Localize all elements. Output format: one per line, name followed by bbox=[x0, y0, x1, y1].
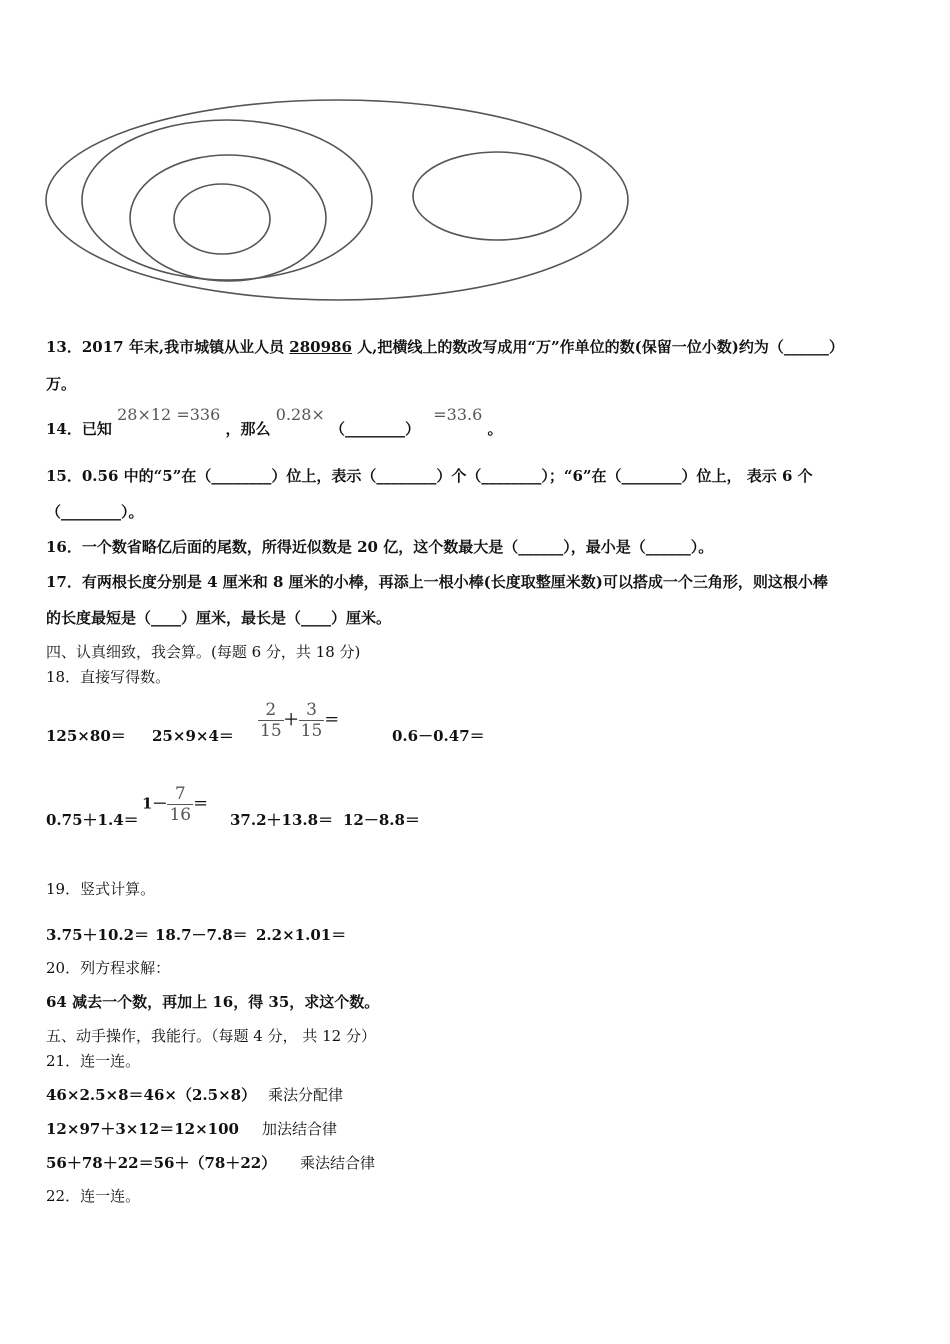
q18-item-a: 125×80＝ bbox=[46, 727, 126, 745]
q21-right-2: 加法结合律 bbox=[262, 1120, 338, 1138]
section5-title: 五、动手操作，我能行。（每题 4 分， 共 12 分） bbox=[46, 1027, 376, 1045]
q19-item-1: 3.75＋10.2＝ bbox=[46, 926, 150, 944]
q18-item-fraction-sum bbox=[258, 700, 339, 741]
q14-blank: （________） bbox=[330, 420, 421, 438]
q21-right-1: 乘法分配律 bbox=[268, 1086, 344, 1104]
q13-line1 bbox=[46, 337, 844, 357]
q20-text: 64 减去一个数，再加上 16，得 35，求这个数。 bbox=[46, 993, 380, 1011]
q14-prefix: 14．已知 bbox=[46, 420, 112, 438]
q18-item-b: 25×9×4＝ bbox=[152, 727, 234, 745]
q14-expr2: 0.28× bbox=[275, 405, 325, 424]
right-oval bbox=[413, 152, 581, 240]
q18-title: 18．直接写得数。 bbox=[46, 668, 171, 686]
q21-left-2: 12×97＋3×12＝12×100 bbox=[46, 1120, 239, 1138]
q14-mid: ，那么 bbox=[225, 420, 271, 438]
q14-expr1: 28×12 =336 bbox=[117, 405, 221, 424]
plus-sign: ＋ bbox=[283, 710, 299, 729]
q14-line bbox=[46, 405, 503, 439]
q20-title: 20．列方程求解： bbox=[46, 959, 171, 977]
q18-item-f bbox=[142, 784, 208, 825]
large-left-oval bbox=[82, 120, 372, 280]
fraction-2-15: $\frac{2}{15}$ bbox=[260, 700, 282, 741]
q19-item-2: 18.7－7.8＝ bbox=[155, 926, 248, 944]
one-minus: 1－ bbox=[142, 794, 168, 813]
q18-item-e: 0.75＋1.4＝ bbox=[46, 811, 139, 829]
q13-pre: 13．2017 年末,我市城镇从业人员 bbox=[46, 338, 290, 356]
equals-sign: ＝ bbox=[324, 710, 340, 729]
q19-item-3: 2.2×1.01＝ bbox=[256, 926, 347, 944]
fraction-7-16: $\frac{7}{16}$ bbox=[169, 784, 192, 825]
q19-title: 19．竖式计算。 bbox=[46, 880, 156, 898]
q18-item-d: 0.6－0.47＝ bbox=[392, 727, 485, 745]
q17-line1: 17．有两根长度分别是 4 厘米和 8 厘米的小棒，再添上一根小棒(长度取整厘米数)可以搭成一个三角形，则这根小棒 bbox=[46, 573, 828, 591]
nested-ovals-diagram bbox=[40, 95, 640, 310]
q15-line1: 15．0.56 中的“5”在（________）位上，表示（________）个（________）；“6”在（________）位上， 表示 6 个 bbox=[46, 467, 813, 485]
q13-underlined-number: 280986 bbox=[289, 338, 352, 356]
equals-sign-2: ＝ bbox=[193, 794, 209, 813]
q21-left-1: 46×2.5×8＝46×（2.5×8） bbox=[46, 1086, 257, 1104]
inner-left-oval bbox=[174, 184, 270, 254]
q13-post: 人,把横线上的数改写成用“万”作单位的数(保留一位小数)约为（______） bbox=[351, 338, 844, 356]
middle-left-oval bbox=[130, 155, 326, 281]
fraction-3-15: $\frac{3}{15}$ bbox=[300, 700, 323, 741]
q16-line: 16．一个数省略亿后面的尾数，所得近似数是 20 亿，这个数最大是（______），最小是（______）。 bbox=[46, 538, 714, 556]
q14-end: 。 bbox=[487, 420, 503, 438]
q22-title: 22．连一连。 bbox=[46, 1187, 141, 1205]
q21-right-3: 乘法结合律 bbox=[300, 1154, 376, 1172]
q17-line2: 的长度最短是（____）厘米，最长是（____）厘米。 bbox=[46, 609, 392, 627]
q15-line2: （________）。 bbox=[46, 503, 144, 521]
section4-title: 四、认真细致，我会算。(每题 6 分，共 18 分) bbox=[46, 643, 361, 661]
q18-item-h: 12－8.8＝ bbox=[343, 811, 420, 829]
q14-expr3: =33.6 bbox=[433, 405, 483, 424]
q21-title: 21．连一连。 bbox=[46, 1052, 141, 1070]
q13-line2: 万。 bbox=[46, 375, 77, 393]
q18-item-g: 37.2＋13.8＝ bbox=[230, 811, 334, 829]
q21-left-3: 56＋78＋22＝56＋（78＋22） bbox=[46, 1154, 277, 1172]
